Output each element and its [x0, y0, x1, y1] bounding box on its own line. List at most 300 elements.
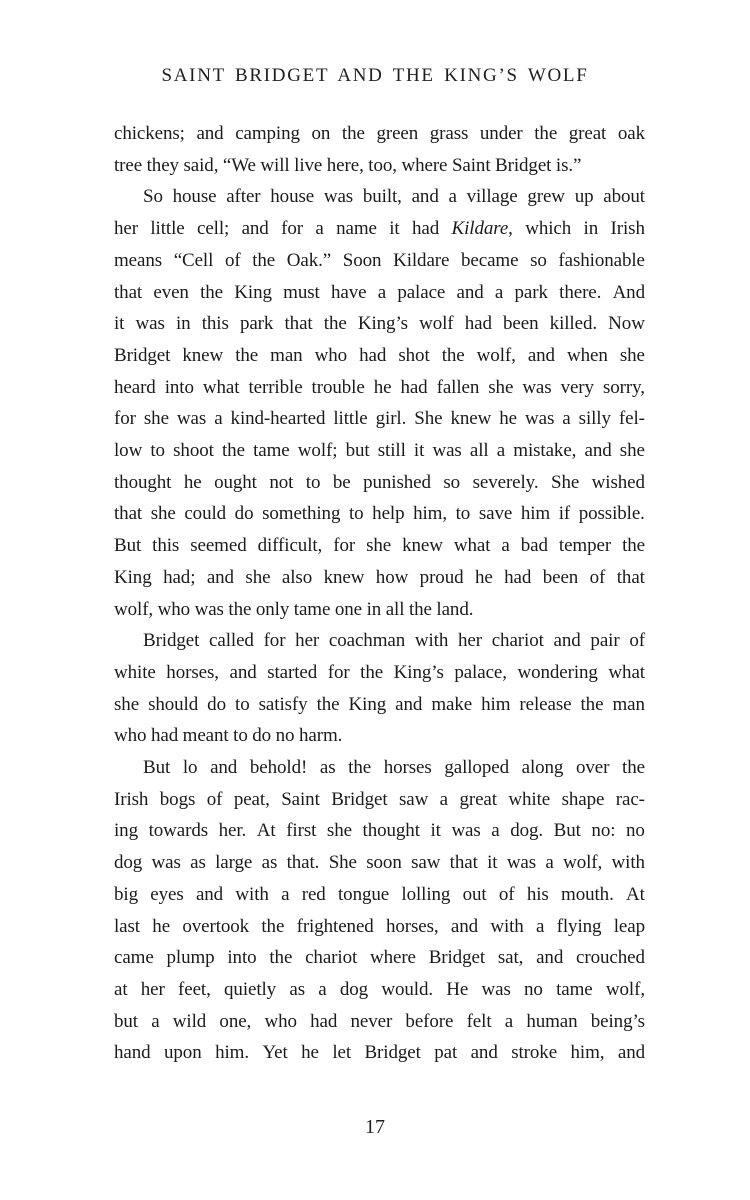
- word: that: [449, 852, 478, 874]
- word: the: [261, 915, 285, 937]
- word: King’s: [393, 661, 444, 683]
- word: kind-hearted: [230, 408, 326, 430]
- word: soon: [366, 852, 402, 874]
- word: Bridget: [331, 788, 388, 810]
- word: dog: [339, 978, 369, 1000]
- word: peat,: [233, 788, 270, 810]
- word: that: [114, 503, 143, 525]
- word: eyes: [150, 883, 184, 905]
- word: who: [114, 725, 147, 747]
- word: how: [375, 566, 409, 588]
- word: under: [479, 123, 523, 144]
- word: into: [227, 947, 257, 969]
- word: behold!: [249, 757, 308, 779]
- word: this: [201, 313, 229, 335]
- word: white: [114, 661, 156, 683]
- word: Soon: [342, 249, 382, 271]
- word: rac-: [615, 788, 645, 810]
- word: felt: [466, 1010, 492, 1032]
- word: had: [359, 344, 387, 366]
- word: saw: [411, 852, 441, 874]
- word: and: [553, 630, 581, 652]
- word: sorry,: [602, 376, 645, 398]
- word: hand: [114, 1042, 151, 1064]
- word: to: [455, 503, 471, 525]
- word: knew: [323, 566, 365, 588]
- word: who: [314, 344, 348, 366]
- word: after: [226, 186, 261, 208]
- text-line: [114, 245, 645, 277]
- word: with: [490, 915, 524, 937]
- word: was: [506, 852, 537, 874]
- word: stroke: [511, 1042, 558, 1064]
- word: pat: [434, 1042, 458, 1064]
- text-block: [114, 118, 645, 1069]
- word: do: [252, 725, 272, 747]
- text-line: [114, 150, 645, 182]
- text-line: [114, 118, 645, 150]
- paragraph: [114, 625, 645, 752]
- word: when: [567, 344, 608, 366]
- word: the: [622, 535, 645, 557]
- word: shot: [398, 344, 430, 366]
- word: park: [514, 281, 548, 303]
- word: along: [521, 757, 564, 779]
- word: tame: [253, 440, 290, 462]
- word: still: [377, 440, 406, 462]
- word: also: [281, 566, 313, 588]
- word: the: [252, 249, 276, 271]
- word: chariot: [305, 947, 358, 969]
- word: Irish: [610, 218, 645, 240]
- word: been: [503, 313, 539, 335]
- word: that: [616, 566, 645, 588]
- word: dog: [114, 852, 143, 874]
- word: something: [262, 503, 341, 525]
- word: help: [372, 503, 405, 525]
- word: was: [432, 440, 462, 462]
- paragraph: [114, 118, 645, 181]
- word: King: [348, 693, 387, 715]
- word: had;: [163, 566, 196, 588]
- word: last: [114, 915, 140, 937]
- word: called: [209, 630, 254, 652]
- word: a: [496, 440, 506, 462]
- word: wolf: [419, 313, 454, 335]
- text-line: [114, 308, 645, 340]
- word: do: [207, 693, 226, 715]
- word: had: [310, 1010, 338, 1032]
- word: had: [411, 218, 440, 240]
- word: had: [150, 725, 179, 747]
- word: the: [348, 757, 372, 779]
- word: he: [373, 376, 392, 398]
- word: knew: [450, 408, 492, 430]
- word: he: [152, 915, 171, 937]
- word: saw: [398, 788, 429, 810]
- word: a: [448, 186, 457, 208]
- word: over: [576, 757, 610, 779]
- word: the: [323, 313, 347, 335]
- word: to: [150, 440, 165, 462]
- word: Saint: [281, 788, 320, 810]
- word: large: [215, 852, 253, 874]
- text-line: [114, 784, 645, 816]
- word: was: [522, 376, 552, 398]
- word: is.”: [555, 154, 582, 176]
- word: at: [114, 978, 128, 1000]
- word: camping: [235, 123, 300, 144]
- text-line: [114, 847, 645, 879]
- word: to: [235, 693, 250, 715]
- word: frightened: [296, 915, 374, 937]
- word: great: [459, 788, 497, 810]
- text-line: [114, 689, 645, 721]
- word: his: [526, 883, 549, 905]
- word: low: [114, 440, 143, 462]
- word: the: [580, 693, 604, 715]
- word: him: [520, 503, 551, 525]
- word: this: [152, 535, 180, 557]
- word: punished: [363, 471, 431, 493]
- word: wolf,: [476, 344, 516, 366]
- word: bad: [520, 535, 548, 557]
- word: a: [377, 281, 387, 303]
- word: be: [332, 471, 351, 493]
- word: there.: [559, 281, 602, 303]
- word: Yet: [262, 1042, 288, 1064]
- word: said,: [183, 154, 219, 176]
- word: a: [491, 820, 500, 842]
- word: So: [143, 186, 163, 208]
- word: with: [235, 883, 269, 905]
- word: should: [148, 693, 199, 715]
- word: been: [542, 566, 579, 588]
- word: upon: [164, 1042, 202, 1064]
- word: proud: [419, 566, 464, 588]
- word: a: [318, 978, 327, 1000]
- word: if: [558, 503, 571, 525]
- word: Bridget: [495, 154, 552, 176]
- word: her: [140, 978, 165, 1000]
- word: would.: [381, 978, 433, 1000]
- word: had: [504, 566, 532, 588]
- word: to: [233, 725, 248, 747]
- word: not: [269, 471, 294, 493]
- word: the: [316, 693, 340, 715]
- text-line: [114, 625, 645, 657]
- word: but: [114, 1010, 138, 1032]
- word: He: [446, 978, 469, 1000]
- word: terrible: [248, 376, 303, 398]
- word: which: [525, 218, 572, 240]
- word: But: [553, 820, 581, 842]
- word: temper: [558, 535, 612, 557]
- word: Bridget: [143, 630, 200, 652]
- word: coachman: [328, 630, 406, 652]
- text-line: [114, 594, 645, 626]
- text-line: [114, 720, 645, 752]
- word: oak: [617, 123, 645, 144]
- word: man: [270, 344, 303, 366]
- word: here,: [326, 154, 364, 176]
- word: But: [143, 757, 171, 779]
- word: she: [150, 503, 176, 525]
- word: it: [389, 218, 400, 240]
- word: was: [176, 408, 207, 430]
- word: Now: [608, 313, 645, 335]
- text-line: [114, 974, 645, 1006]
- word: seemed: [190, 535, 247, 557]
- word: where: [369, 947, 416, 969]
- word: horses,: [166, 661, 219, 683]
- word: and: [450, 915, 479, 937]
- word: him.: [215, 1042, 249, 1064]
- word: chariot: [491, 630, 544, 652]
- word: with: [414, 630, 449, 652]
- word: She: [414, 408, 443, 430]
- word: the: [200, 281, 224, 303]
- word: tongue: [337, 883, 390, 905]
- paragraph: [114, 181, 645, 625]
- word: save: [478, 503, 513, 525]
- word: house: [270, 186, 315, 208]
- word: wolf,: [563, 852, 603, 874]
- word: only: [255, 598, 290, 620]
- word: do: [234, 503, 254, 525]
- word: came: [114, 947, 154, 969]
- text-line: [114, 911, 645, 943]
- word: the: [441, 344, 465, 366]
- word: palace: [397, 281, 446, 303]
- word: grass: [429, 123, 469, 144]
- word: of: [629, 630, 645, 652]
- text-line: [114, 372, 645, 404]
- word: house: [172, 186, 217, 208]
- text-line: [114, 562, 645, 594]
- word: her.: [218, 820, 247, 842]
- word: quietly: [224, 978, 277, 1000]
- word: too,: [368, 154, 397, 176]
- word: of: [206, 788, 223, 810]
- word: a: [501, 535, 510, 557]
- running-header: SAINT BRIDGET AND THE KING’S WOLF: [161, 65, 589, 86]
- word: all: [469, 440, 489, 462]
- word: had: [400, 376, 428, 398]
- word: “We: [222, 154, 256, 176]
- word: was: [194, 598, 224, 620]
- word: a: [151, 1010, 160, 1032]
- word: being’s: [590, 1010, 645, 1032]
- word: must: [283, 281, 320, 303]
- word: in: [175, 313, 191, 335]
- word: Bridget: [428, 947, 485, 969]
- word: and: [395, 693, 423, 715]
- word: plump: [166, 947, 215, 969]
- word: horses,: [385, 915, 439, 937]
- word: human: [526, 1010, 578, 1032]
- word: white: [508, 788, 551, 810]
- word: wished: [591, 471, 645, 493]
- word: chickens;: [114, 123, 185, 144]
- word: wolf,: [114, 598, 154, 620]
- word: was: [151, 852, 181, 874]
- word: as: [261, 852, 278, 874]
- word: harm.: [299, 725, 343, 747]
- word: it: [487, 852, 498, 874]
- word: and: [241, 218, 269, 240]
- word: shape: [561, 788, 605, 810]
- word: Kildare: [393, 249, 450, 271]
- text-line: [114, 435, 645, 467]
- word: dog.: [510, 820, 544, 842]
- word: they: [146, 154, 179, 176]
- word: her: [114, 218, 138, 240]
- word: man: [612, 693, 645, 715]
- word: and: [195, 883, 224, 905]
- word: into: [164, 376, 194, 398]
- word: meant: [182, 725, 229, 747]
- word: for: [114, 408, 136, 430]
- word: heard: [114, 376, 156, 398]
- word: release: [519, 693, 572, 715]
- word: who: [157, 598, 191, 620]
- word: no: [275, 725, 295, 747]
- word: and: [229, 661, 257, 683]
- word: horses: [383, 757, 432, 779]
- word: Oak.”: [286, 249, 332, 271]
- word: in: [583, 218, 599, 240]
- word: one,: [219, 1010, 252, 1032]
- word: bogs: [159, 788, 196, 810]
- word: name: [336, 218, 377, 240]
- word: for: [281, 218, 303, 240]
- word: it: [413, 440, 425, 462]
- word: built,: [362, 186, 402, 208]
- word: ing: [114, 820, 138, 842]
- word: ought: [214, 471, 257, 493]
- word: mouth.: [561, 883, 614, 905]
- word: even: [153, 281, 189, 303]
- word: she: [143, 408, 169, 430]
- word: tame: [556, 978, 593, 1000]
- word: was: [481, 978, 511, 1000]
- word: lo: [182, 757, 198, 779]
- word: for: [263, 630, 286, 652]
- word: what: [453, 535, 491, 557]
- text-line: [114, 657, 645, 689]
- word: her: [458, 630, 482, 652]
- text-line: [114, 942, 645, 974]
- word: means: [114, 249, 163, 271]
- word: red: [301, 883, 326, 905]
- word: was: [451, 820, 481, 842]
- word: he: [301, 1042, 319, 1064]
- paragraph: [114, 752, 645, 1069]
- word: but: [345, 440, 370, 462]
- word: “Cell: [173, 249, 214, 271]
- word: a: [504, 1010, 514, 1032]
- text-line: [114, 277, 645, 309]
- word: Bridget: [364, 1042, 421, 1064]
- word: flying: [556, 915, 602, 937]
- word: galloped: [444, 757, 509, 779]
- word: the: [360, 661, 384, 683]
- word: her: [295, 630, 320, 652]
- word: towards: [148, 820, 209, 842]
- word: King’s: [357, 313, 408, 335]
- text-line: [114, 181, 645, 213]
- word: a: [214, 408, 223, 430]
- word: could: [184, 503, 227, 525]
- text-line: [114, 340, 645, 372]
- word: she: [366, 535, 392, 557]
- word: on: [311, 123, 331, 144]
- word: as: [319, 757, 336, 779]
- text-line: [114, 498, 645, 530]
- word: leap: [613, 915, 645, 937]
- word: and: [210, 757, 238, 779]
- word: and: [584, 440, 612, 462]
- page-number: 17: [365, 1116, 385, 1138]
- word: and: [206, 566, 234, 588]
- word: a: [439, 788, 448, 810]
- text-line: [114, 213, 645, 245]
- word: little: [150, 218, 185, 240]
- word: was: [323, 186, 354, 208]
- word: what: [202, 376, 240, 398]
- word: all: [385, 598, 405, 620]
- word: to: [305, 471, 321, 493]
- word: as: [190, 852, 206, 874]
- word: so: [443, 471, 461, 493]
- word: She: [550, 471, 580, 493]
- word: a: [562, 408, 571, 430]
- word: knew: [182, 344, 224, 366]
- word: little: [333, 408, 368, 430]
- word: she: [619, 344, 645, 366]
- word: a: [545, 852, 554, 874]
- word: pair: [590, 630, 620, 652]
- word: great: [568, 123, 607, 144]
- word: she: [114, 693, 140, 715]
- word: what: [608, 661, 645, 683]
- word: the: [534, 123, 558, 144]
- word: knew: [402, 535, 443, 557]
- word: that: [114, 281, 143, 303]
- word: she: [326, 820, 352, 842]
- word: lolling: [401, 883, 451, 905]
- word: and: [196, 123, 224, 144]
- word: fashionable: [558, 249, 645, 271]
- word: overtook: [182, 915, 250, 937]
- word: he: [183, 471, 202, 493]
- word: became: [461, 249, 519, 271]
- word: one: [334, 598, 363, 620]
- word: crouched: [576, 947, 645, 969]
- word: and: [470, 1042, 498, 1064]
- word: the: [269, 947, 293, 969]
- word: make: [431, 693, 473, 715]
- word: shoot: [173, 440, 214, 462]
- word: the: [622, 757, 645, 779]
- word: At: [626, 883, 645, 905]
- text-line: [114, 530, 645, 562]
- word: thought: [114, 471, 172, 493]
- text-line: [114, 1037, 645, 1069]
- word: out: [462, 883, 487, 905]
- word: grew: [527, 186, 565, 208]
